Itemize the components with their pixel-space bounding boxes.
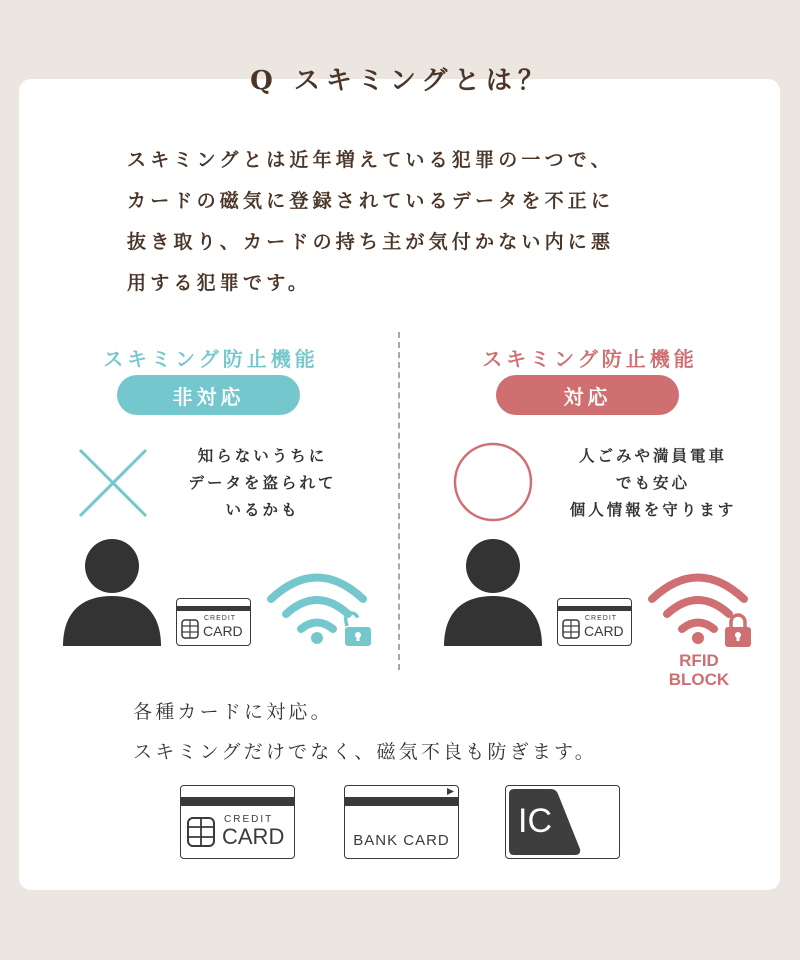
right-badge: 対応 [496, 375, 679, 415]
credit-card-icon [557, 598, 632, 646]
chip-icon [562, 619, 580, 639]
features-line-2: スキミングだけでなく、磁気不良も防ぎます。 [133, 741, 597, 763]
page-title: Q スキミングとは？ [250, 66, 550, 96]
circle-icon [453, 442, 533, 522]
ic-card-large [505, 785, 620, 859]
divider [398, 332, 400, 670]
card-small-text: CREDIT [204, 615, 237, 622]
unlocked-padlock-icon [344, 613, 372, 647]
card-small-text: CREDIT [585, 615, 618, 622]
features-text [133, 692, 597, 772]
credit-card-icon [176, 598, 251, 646]
rfid-block-label: RFID BLOCK [668, 651, 730, 689]
card-big-text: CARD [203, 623, 243, 639]
right-heading: スキミング防止機能 [482, 347, 698, 371]
card-big-text: CARD [584, 623, 624, 639]
arrow-icon [446, 787, 455, 796]
credit-card-large [180, 785, 295, 859]
credit-big-text: CARD [222, 824, 285, 849]
ic-text: IC [518, 802, 552, 840]
right-description: 人ごみや満員電車 でも安心 個人情報を守ります [569, 447, 737, 519]
credit-small-text: CREDIT [224, 814, 274, 825]
person-icon [444, 539, 542, 646]
left-heading: スキミング防止機能 [103, 347, 319, 371]
bank-card-text: BANK CARD [353, 832, 450, 849]
left-description: 知らないうちに データを盗られて いるかも [188, 447, 337, 519]
locked-padlock-icon [724, 612, 752, 648]
chip-icon [187, 817, 215, 847]
intro-text: スキミングとは近年増えている犯罪の一つで、 カードの磁気に登録されているデータを不正に 抜き取り、カードの持ち主が気付かない内に悪 用する犯罪です。 [127, 149, 615, 294]
bank-card-large [344, 785, 459, 859]
features-line-1: 各種カードに対応。 [133, 701, 333, 723]
cross-icon [78, 448, 148, 518]
chip-icon [181, 619, 199, 639]
left-badge: 非対応 [117, 375, 300, 415]
person-icon [63, 539, 161, 646]
